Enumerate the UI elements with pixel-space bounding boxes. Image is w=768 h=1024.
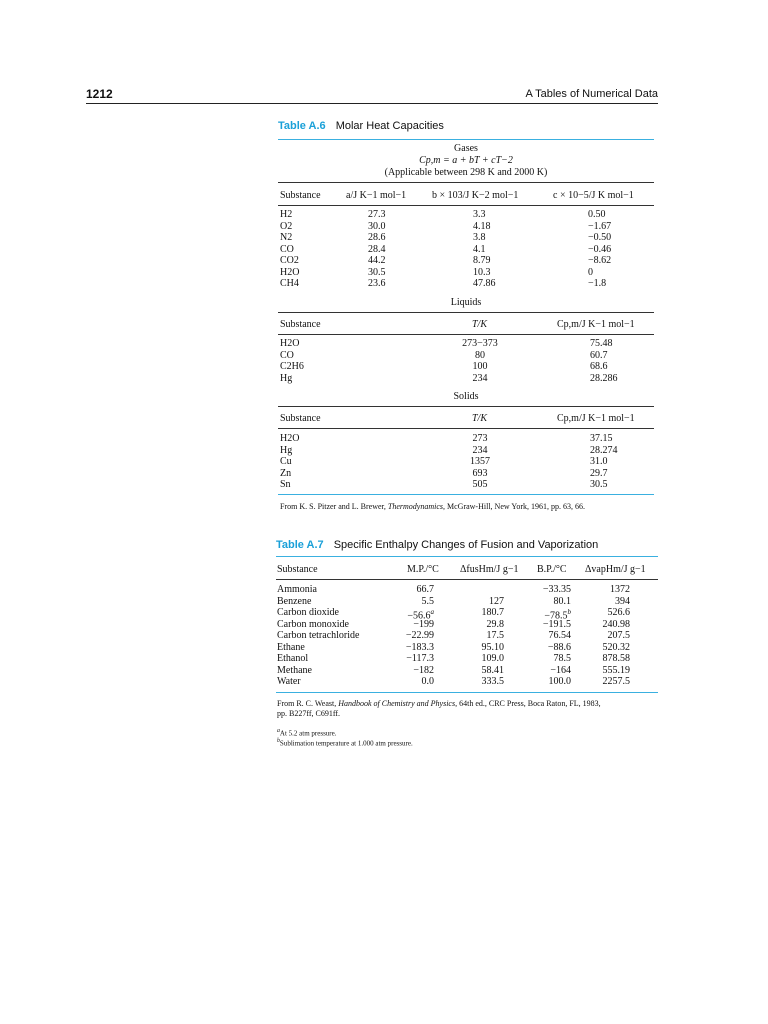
table-cell: 4.18 (473, 220, 491, 232)
table-cell: 47.86 (473, 278, 496, 289)
table-cell: 30.5 (368, 266, 386, 278)
table-cell: 60.7 (590, 349, 608, 361)
table-cell: −8.62 (588, 255, 612, 266)
solids-header-top-rule (278, 406, 654, 407)
gases-header-b: b × 103/J K−2 mol−1 (432, 190, 519, 201)
table-cell: 333.5 (481, 676, 504, 687)
table-cell: 1372 (610, 584, 630, 595)
table-cell: 3.8 (473, 232, 486, 243)
table-cell: 28.286 (590, 372, 618, 384)
table-cell: 68.6 (590, 361, 608, 372)
solids-header-substance: Substance (280, 413, 321, 424)
table-a7-caption (276, 539, 598, 551)
gases-c-column (588, 209, 611, 290)
table-cell: 2257.5 (602, 676, 630, 687)
table-cell: 273−373 (462, 338, 498, 349)
a7-header-substance: Substance (277, 564, 318, 575)
table-a7-label: Table A.7 (276, 539, 324, 551)
table-a6-source-book: Thermodynamics (387, 502, 443, 511)
table-cell: Sn (280, 479, 291, 490)
table-cell: Carbon tetrachloride (277, 630, 360, 641)
table-cell: 17.5 (486, 630, 504, 641)
table-cell: 693 (472, 467, 488, 479)
table-cell: 58.41 (481, 664, 504, 676)
table-cell: −88.6 (547, 641, 571, 653)
table-cell: 80 (475, 349, 485, 361)
table-cell: 29.7 (590, 467, 608, 479)
gases-header-a: a/J K−1 mol−1 (346, 190, 407, 201)
gases-header-bottom-rule (278, 205, 654, 206)
table-cell: 30.5 (590, 479, 608, 490)
gases-section-title: Gases (454, 143, 478, 154)
table-cell: 180.7 (481, 607, 504, 618)
a7-header-fus: ΔfusHm/J g−1 (460, 564, 519, 575)
solids-t-column (440, 433, 520, 491)
table-cell: −33.35 (542, 584, 571, 595)
table-a6-label: Table A.6 (278, 120, 326, 132)
table-cell: −199 (413, 618, 434, 630)
table-cell: 30.0 (368, 220, 386, 232)
table-cell: Hg (280, 444, 293, 456)
liquids-header-t: T/K (472, 319, 488, 330)
table-cell: 23.6 (368, 278, 386, 289)
gases-b-column (473, 209, 496, 290)
a7-header-bottom-rule (276, 579, 658, 580)
table-cell: Benzene (277, 595, 312, 607)
table-a6-bottom-rule (278, 494, 654, 495)
liquids-cp-column (590, 338, 618, 384)
table-a7-source: From R. C. Weast, Handbook of Chemistry and Physics, 64th ed., CRC Press, Boca Raton, FL, 1983, (277, 699, 601, 708)
table-a7-bottom-rule (276, 692, 658, 693)
table-cell: −0.46 (588, 243, 612, 255)
a7-header-bp: B.P./°C (537, 564, 567, 575)
table-cell: −1.67 (588, 220, 612, 232)
table-cell: −0.50 (588, 232, 612, 243)
liquids-section-title: Liquids (450, 297, 482, 308)
table-cell: 0.0 (421, 676, 434, 687)
table-cell: Ethanol (277, 653, 309, 664)
table-cell: −164 (550, 664, 571, 676)
a7-header-vap: ΔvapHm/J g−1 (585, 564, 646, 575)
gases-header-c: c × 10−5/J K mol−1 (553, 190, 634, 201)
footnote-b: $^b$Sublimation temperature at 1.000 atm pressure. (277, 738, 413, 748)
table-cell: H2O (280, 266, 300, 278)
table-cell: 0 (588, 266, 593, 278)
solids-section-title: Solids (453, 391, 479, 402)
table-a6-top-rule (278, 139, 654, 140)
table-cell: −182 (413, 664, 434, 676)
table-cell: 273 (472, 433, 488, 444)
a7-mp-column (394, 584, 434, 688)
table-cell: N2 (280, 232, 293, 243)
table-cell: 100 (472, 361, 488, 372)
table-cell: O2 (280, 220, 293, 232)
table-cell: 394 (615, 595, 630, 607)
table-cell: 28.274 (590, 444, 618, 456)
table-cell: 66.7 (416, 584, 434, 595)
table-cell: Zn (280, 467, 292, 479)
table-cell: 207.5 (607, 630, 630, 641)
table-a6-caption (278, 120, 444, 132)
table-cell: −117.3 (406, 653, 434, 664)
a7-bp-column (527, 584, 571, 688)
table-a7-source-book: Handbook of Chemistry and Physics (338, 699, 456, 708)
gases-formula: Cp,m = a + bT + cT−2 (419, 155, 513, 166)
table-cell: 127 (489, 595, 504, 607)
table-a7-title: Specific Enthalpy Changes of Fusion and Vaporization (333, 539, 599, 551)
table-cell: Water (277, 676, 301, 687)
table-cell: 29.8 (486, 618, 504, 630)
table-cell: 10.3 (473, 266, 491, 278)
table-cell: 95.10 (481, 641, 504, 653)
page-number: 1212 (86, 87, 113, 101)
table-cell: 28.6 (368, 232, 386, 243)
table-cell: 76.54 (548, 630, 571, 641)
table-cell: −22.99 (405, 630, 434, 641)
table-cell: −183.3 (405, 641, 434, 653)
footnote-a-mark: a (430, 608, 434, 616)
table-cell: −191.5 (542, 618, 571, 630)
table-cell (460, 584, 504, 596)
table-cell: 240.98 (602, 618, 630, 630)
liquids-substance-column (280, 338, 304, 384)
liquids-header-top-rule (278, 312, 654, 313)
table-cell: Cu (280, 456, 292, 467)
solids-substance-column (280, 433, 299, 491)
table-cell: 100.0 (548, 676, 571, 687)
gases-header-top-rule (278, 182, 654, 183)
table-cell: 234 (472, 444, 488, 456)
table-cell: CH4 (280, 278, 299, 289)
table-cell: 75.48 (590, 338, 613, 349)
table-cell: 31.0 (590, 456, 608, 467)
liquids-header-bottom-rule (278, 334, 654, 335)
table-cell: −78.5$^b$ (544, 608, 571, 622)
table-cell: Ethane (277, 641, 305, 653)
footnote-a: $^a$At 5.2 atm pressure. (277, 728, 337, 738)
running-head: A Tables of Numerical Data (525, 88, 658, 100)
table-cell: 5.5 (421, 595, 434, 607)
table-cell: 78.5 (553, 653, 571, 664)
liquids-header-cp: Cp,m/J K−1 mol−1 (557, 319, 635, 330)
table-a6-title: Molar Heat Capacities (335, 120, 444, 132)
table-a7-source-line2: pp. B227ff, C691ff. (277, 709, 341, 718)
solids-cp-column (590, 433, 618, 491)
table-cell: Hg (280, 372, 293, 384)
liquids-header-substance: Substance (280, 319, 321, 330)
solids-header-cp: Cp,m/J K−1 mol−1 (557, 413, 635, 424)
table-cell: 505 (472, 479, 488, 490)
table-cell: 27.3 (368, 209, 386, 220)
table-cell: 4.1 (473, 243, 486, 255)
table-cell: Methane (277, 664, 312, 676)
table-cell: C2H6 (280, 361, 304, 372)
table-cell: H2 (280, 209, 293, 220)
table-cell: 0.50 (588, 209, 606, 220)
gases-substance-column (280, 209, 299, 290)
table-cell: 37.15 (590, 433, 613, 444)
table-cell: H2O (280, 433, 300, 444)
table-cell: 526.6 (607, 607, 630, 618)
table-cell: 80.1 (553, 595, 571, 607)
table-cell: 1357 (470, 456, 490, 467)
table-cell: −1.8 (588, 278, 607, 289)
a7-vap-column (588, 584, 630, 688)
table-cell: 520.32 (602, 641, 630, 653)
gases-a-column (368, 209, 386, 290)
table-cell: 28.4 (368, 243, 386, 255)
solids-header-t: T/K (472, 413, 488, 424)
table-cell: H2O (280, 338, 300, 349)
table-a6-source: From K. S. Pitzer and L. Brewer, Thermodynamics, McGraw-Hill, New York, 1961, pp. 63, 66. (280, 502, 585, 511)
header-rule (86, 103, 658, 104)
table-cell: 109.0 (481, 653, 504, 664)
table-cell: 878.58 (602, 653, 630, 664)
table-cell: CO (280, 349, 294, 361)
table-cell: −56.6$^a$ (407, 608, 434, 622)
table-cell: 234 (472, 372, 488, 384)
a7-header-mp: M.P./°C (407, 564, 439, 575)
table-cell: CO2 (280, 255, 299, 266)
table-cell: 44.2 (368, 255, 386, 266)
table-cell: 555.19 (602, 664, 630, 676)
a7-substance-column (277, 584, 359, 688)
table-cell: 3.3 (473, 209, 486, 220)
a7-fus-column (460, 584, 504, 688)
gases-header-substance: Substance (280, 190, 321, 201)
table-cell: Ammonia (277, 584, 317, 595)
table-cell: CO (280, 243, 294, 255)
table-cell: Carbon dioxide (277, 607, 339, 618)
table-cell: Carbon monoxide (277, 618, 349, 630)
liquids-t-column (440, 338, 520, 384)
table-cell: 8.79 (473, 255, 491, 266)
gases-applicability: (Applicable between 298 K and 2000 K) (384, 167, 548, 178)
solids-header-bottom-rule (278, 428, 654, 429)
footnote-b-mark: b (567, 608, 571, 616)
table-a7-top-rule (276, 556, 658, 557)
